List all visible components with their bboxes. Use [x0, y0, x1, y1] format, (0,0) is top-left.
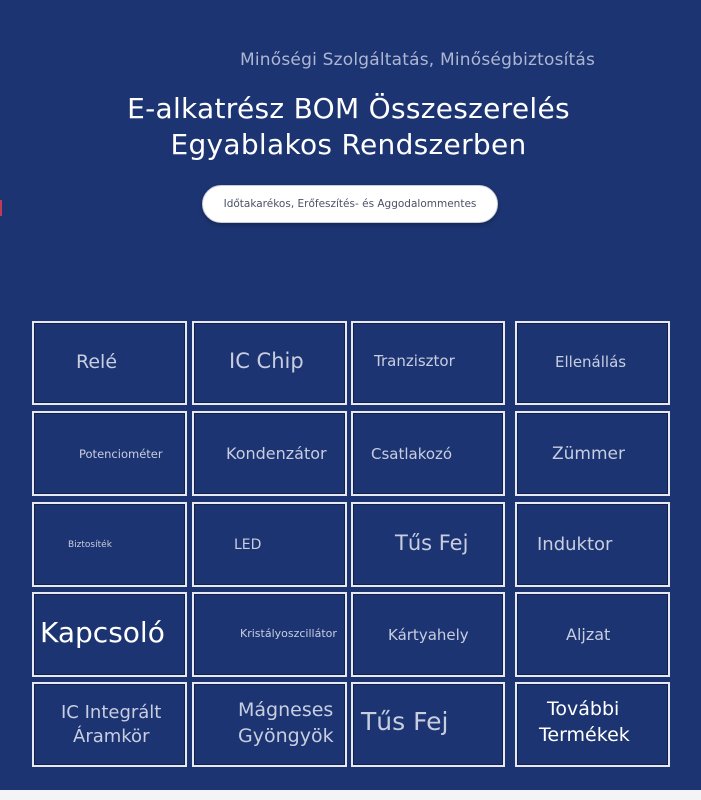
category-label: Potenciométer [79, 447, 163, 461]
category-tile-csatlakozo[interactable] [351, 411, 505, 496]
category-label: Tranzisztor [374, 352, 455, 370]
category-label: LED [234, 537, 262, 553]
category-label: Kapcsoló [40, 616, 165, 649]
category-tile-tovabbi-termekek[interactable] [515, 682, 670, 767]
category-label: Tűs Fej [361, 707, 449, 736]
category-tile-tranzisztor[interactable] [351, 321, 505, 405]
category-tile-potenciometer[interactable] [32, 411, 187, 496]
category-label-line-2: Termékek [539, 724, 630, 746]
page-title-line-2: Egyablakos Rendszerben [170, 128, 527, 161]
category-label: Kártyahely [388, 626, 469, 644]
category-label: Biztosíték [68, 540, 112, 550]
category-tile-tus-fej[interactable] [351, 502, 505, 587]
category-tile-kapcsolo[interactable] [32, 592, 187, 677]
category-label: Induktor [537, 534, 613, 555]
category-tile-ic-integralt-aramkor[interactable] [32, 682, 187, 767]
category-label: Relé [76, 351, 118, 373]
category-label: Csatlakozó [371, 445, 453, 463]
eyebrow-text: Minőségi Szolgáltatás, Minőségbiztosítás [240, 50, 596, 70]
category-label: Kristályoszcillátor [240, 627, 337, 640]
category-tile-rele[interactable] [32, 321, 187, 405]
side-accent-mark [0, 200, 2, 216]
category-tile-ic-chip[interactable] [192, 321, 347, 405]
category-label: Aljzat [566, 625, 611, 644]
category-label: Zümmer [552, 444, 625, 464]
category-tile-magneses-gyongyok[interactable] [192, 682, 347, 767]
benefit-pill-button[interactable] [202, 185, 498, 223]
category-label-line-1: IC Integrált [61, 702, 162, 723]
benefit-pill-label: Időtakarékos, Erőfeszítés- és Aggodalommentes [223, 198, 477, 210]
category-label-line-1: További [547, 698, 620, 720]
page-title-line-1: E-alkatrész BOM Összeszerelés [127, 92, 570, 125]
category-label: IC Chip [229, 349, 304, 373]
category-tile-aljzat[interactable] [515, 592, 670, 677]
category-label-line-2: Gyöngyök [238, 725, 334, 747]
category-label-line-2: Áramkör [73, 726, 150, 747]
category-tile-led[interactable] [192, 502, 347, 587]
category-tile-induktor[interactable] [515, 502, 670, 587]
category-label: Kondenzátor [226, 444, 327, 463]
category-tile-zummer[interactable] [515, 411, 670, 496]
category-label: Tűs Fej [395, 531, 469, 555]
category-tile-kartyahely[interactable] [351, 592, 505, 677]
category-tile-kondenzator[interactable] [192, 411, 347, 496]
category-tile-ellenallas[interactable] [515, 321, 670, 405]
category-label-line-1: Mágneses [238, 699, 334, 721]
category-tile-tus-fej-2[interactable] [351, 682, 505, 767]
bottom-strip [0, 790, 701, 800]
category-tile-kristalyoszcillator[interactable] [192, 592, 347, 677]
category-tile-biztositek[interactable] [32, 502, 187, 587]
category-label: Ellenállás [555, 353, 627, 371]
